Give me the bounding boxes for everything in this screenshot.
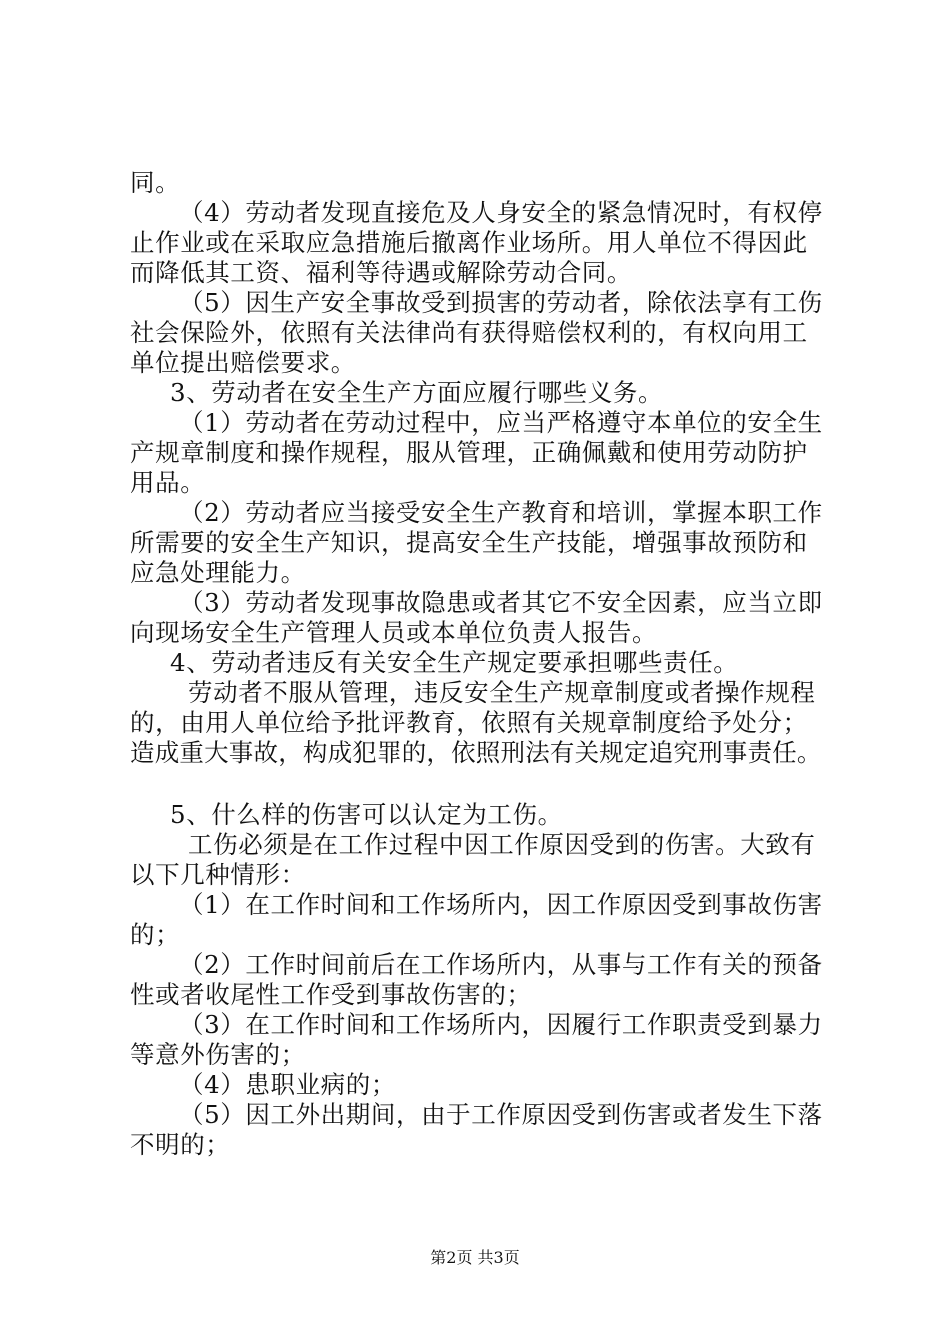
paragraph-line: 不明的；	[130, 1130, 231, 1159]
document-body	[130, 168, 830, 1160]
paragraph-line: 以下几种情形：	[130, 860, 306, 889]
paragraph-line: 所需要的安全生产知识，提高安全生产技能，增强事故预防和	[130, 528, 808, 557]
paragraph-line: 劳动者不服从管理，违反安全生产规章制度或者操作规程	[188, 678, 816, 707]
blank-line	[130, 768, 830, 800]
paragraph-line: （5）因工外出期间，由于工作原因受到伤害或者发生下落	[179, 1100, 823, 1129]
paragraph-line: 而降低其工资、福利等待遇或解除劳动合同。	[130, 258, 632, 287]
paragraph-line: 等意外伤害的；	[130, 1040, 306, 1069]
paragraph-line: （1）劳动者在劳动过程中，应当严格遵守本单位的安全生	[179, 408, 823, 437]
paragraph-line: （2）劳动者应当接受安全生产教育和培训，掌握本职工作	[179, 498, 823, 527]
section-heading: 4、劳动者违反有关安全生产规定要承担哪些责任。	[170, 648, 739, 677]
paragraph-line: 产规章制度和操作规程，服从管理，正确佩戴和使用劳动防护	[130, 438, 808, 467]
paragraph-line: （4）劳动者发现直接危及人身安全的紧急情况时，有权停	[179, 198, 823, 227]
section-heading: 3、劳动者在安全生产方面应履行哪些义务。	[170, 378, 664, 407]
paragraph-line: 的；	[130, 920, 181, 949]
paragraph-line: 止作业或在采取应急措施后撤离作业场所。用人单位不得因此	[130, 228, 808, 257]
paragraph-line: （5）因生产安全事故受到损害的劳动者，除依法享有工伤	[179, 288, 823, 317]
paragraph-line: 性或者收尾性工作受到事故伤害的；	[130, 980, 532, 1009]
paragraph-line: （2）工作时间前后在工作场所内，从事与工作有关的预备	[179, 950, 823, 979]
paragraph-line: （1）在工作时间和工作场所内，因工作原因受到事故伤害	[179, 890, 823, 919]
paragraph-line: （3）劳动者发现事故隐患或者其它不安全因素，应当立即	[179, 588, 823, 617]
section-heading: 5、什么样的伤害可以认定为工伤。	[170, 800, 563, 829]
paragraph-line: 造成重大事故，构成犯罪的，依照刑法有关规定追究刑事责任。	[130, 738, 822, 767]
paragraph-line: 的，由用人单位给予批评教育，依照有关规章制度给予处分；	[130, 708, 808, 737]
page-number-footer: 第2页 共3页	[430, 1248, 520, 1267]
paragraph-line: 社会保险外，依照有关法律尚有获得赔偿权利的，有权向用工	[130, 318, 808, 347]
paragraph-line: 工伤必须是在工作过程中因工作原因受到的伤害。大致有	[188, 830, 816, 859]
paragraph-line: 用品。	[130, 468, 206, 497]
paragraph-line: 同。	[130, 168, 181, 197]
paragraph-line: （3）在工作时间和工作场所内，因履行工作职责受到暴力	[179, 1010, 823, 1039]
paragraph-line: 单位提出赔偿要求。	[130, 348, 356, 377]
paragraph-line: 向现场安全生产管理人员或本单位负责人报告。	[130, 618, 658, 647]
paragraph-line: （4）患职业病的；	[179, 1070, 396, 1099]
paragraph-line: 应急处理能力。	[130, 558, 306, 587]
